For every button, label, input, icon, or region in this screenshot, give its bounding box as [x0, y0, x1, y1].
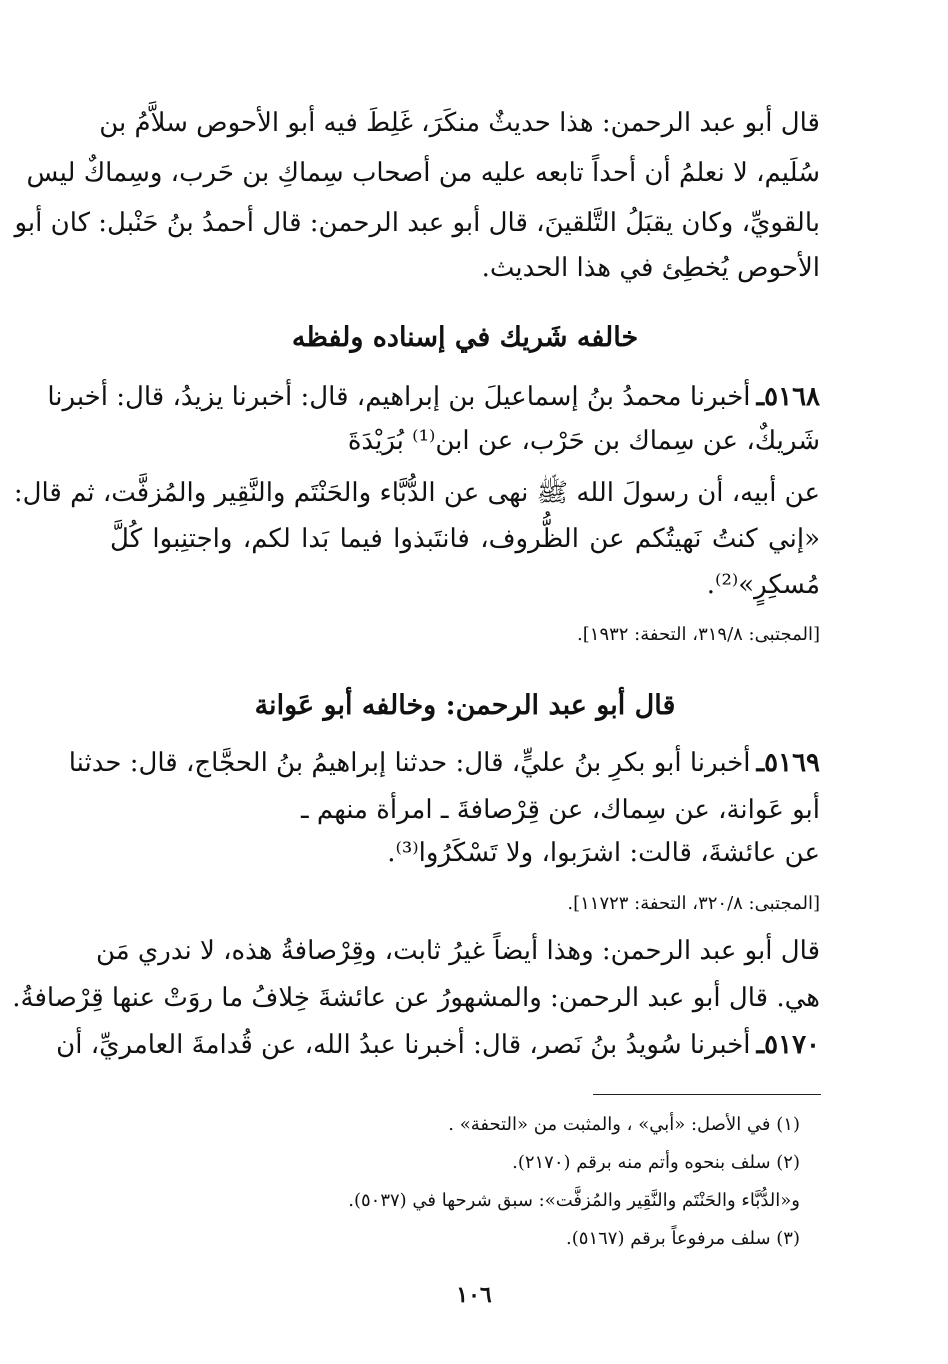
isnad-text: أخبرنا محمدُ بنُ إسماعيلَ بن إبراهيم، قال: أخبرنا يزيدُ، قال: أخبرنا	[47, 382, 751, 412]
hadith-reference: [المجتبى: ٣٢٠/٨، التحفة: ١١٧٢٣].	[567, 893, 820, 914]
hadith-5168-first-line	[47, 382, 820, 413]
comment-line-2: هي. قال أبو عبد الرحمن: والمشهورُ عن عائشةَ خِلافُ ما روَتْ عنها قِرْصافةُ.	[12, 983, 820, 1013]
section-heading: قال أبو عبد الرحمن: وخالفه أبو عَوانة	[254, 690, 676, 721]
section-heading: خالفه شَريك في إسناده ولفظه	[291, 322, 639, 353]
hadith-5169-first-line	[68, 748, 820, 779]
intro-line-1: قال أبو عبد الرحمن: هذا حديثٌ منكَرَ، غَلِطَ فيه أبو الأحوص سلاَّمُ بن	[99, 108, 820, 138]
comment-line-1: قال أبو عبد الرحمن: وهذا أيضاً غيرُ ثابت، وقِرْصافةُ هذه، لا ندري مَن	[95, 936, 820, 966]
matn-line-1: عن عائشةَ، قالت: اشرَبوا، ولا تَسْكَرُوا⁽³⁾.	[387, 838, 820, 868]
isnad-text: أخبرنا أبو بكرِ بنُ عليٍّ، قال: حدثنا إبراهيمُ بنُ الحجَّاج، قال: حدثنا	[68, 748, 751, 778]
intro-line-2: سُلَيم، لا نعلمُ أن أحداً تابعه عليه من أصحاب سِماكِ بن حَرب، وسِماكٌ ليس	[26, 158, 820, 188]
hadith-reference: [المجتبى: ٣١٩/٨، التحفة: ١٩٣٢].	[577, 624, 820, 645]
intro-line-4: الأحوص يُخطِئ في هذا الحديث.	[481, 253, 820, 283]
hadith-5170-line	[56, 1030, 820, 1061]
hadith-number: ٥١٦٩ـ	[756, 748, 820, 778]
hadith-number: ٥١٧٠ـ	[756, 1030, 820, 1060]
matn-line-2: «إني كنتُ نَهيتُكم عن الظُّروف، فانتَبذوا فيما بَدا لكم، واجتنِبوا كُلَّ	[110, 524, 820, 554]
footnote-divider	[593, 1094, 821, 1095]
matn-line-3: مُسكِرٍ»⁽²⁾.	[706, 570, 820, 600]
footnote-1: (١) في الأصل: «أبي» ، والمثبت من «التحفة» .	[448, 1114, 800, 1135]
isnad-text: أخبرنا سُويدُ بنُ نَصر، قال: أخبرنا عبدُ الله، عن قُدامةَ العامريِّ، أن	[56, 1030, 751, 1060]
page-number: ١٠٦	[456, 1282, 492, 1308]
isnad-line-2: أبو عَوانة، عن سِماك، عن قِرْصافةَ ـ امرأة منهم ـ	[301, 795, 820, 825]
intro-line-3: بالقويِّ، وكان يقبَلُ التَّلقينَ، قال أبو عبد الرحمن: قال أحمدُ بنُ حَنْبل: كان أبو	[14, 208, 820, 238]
footnote-2: (٢) سلف بنحوه وأتم منه برقم (٢١٧٠).	[512, 1152, 800, 1173]
matn-line-1: عن أبيه، أن رسولَ الله ﷺ نهى عن الدُّبَّاء والحَنْتَم والنَّقِير والمُزفَّت، ثم قال:	[13, 478, 820, 508]
hadith-number: ٥١٦٨ـ	[756, 382, 820, 412]
footnote-2-continued: و«الدُّبَّاء والحَنْتَم والنَّقِير والمُزفَّت»: سبق شرحها في (٥٠٣٧).	[348, 1190, 800, 1211]
isnad-line-2: شَريكٌ، عن سِماك بن حَرْب، عن ابن⁽¹⁾ بُرَيْدَةَ	[347, 426, 820, 456]
footnote-3: (٣) سلف مرفوعاً برقم (٥١٦٧).	[566, 1228, 800, 1249]
